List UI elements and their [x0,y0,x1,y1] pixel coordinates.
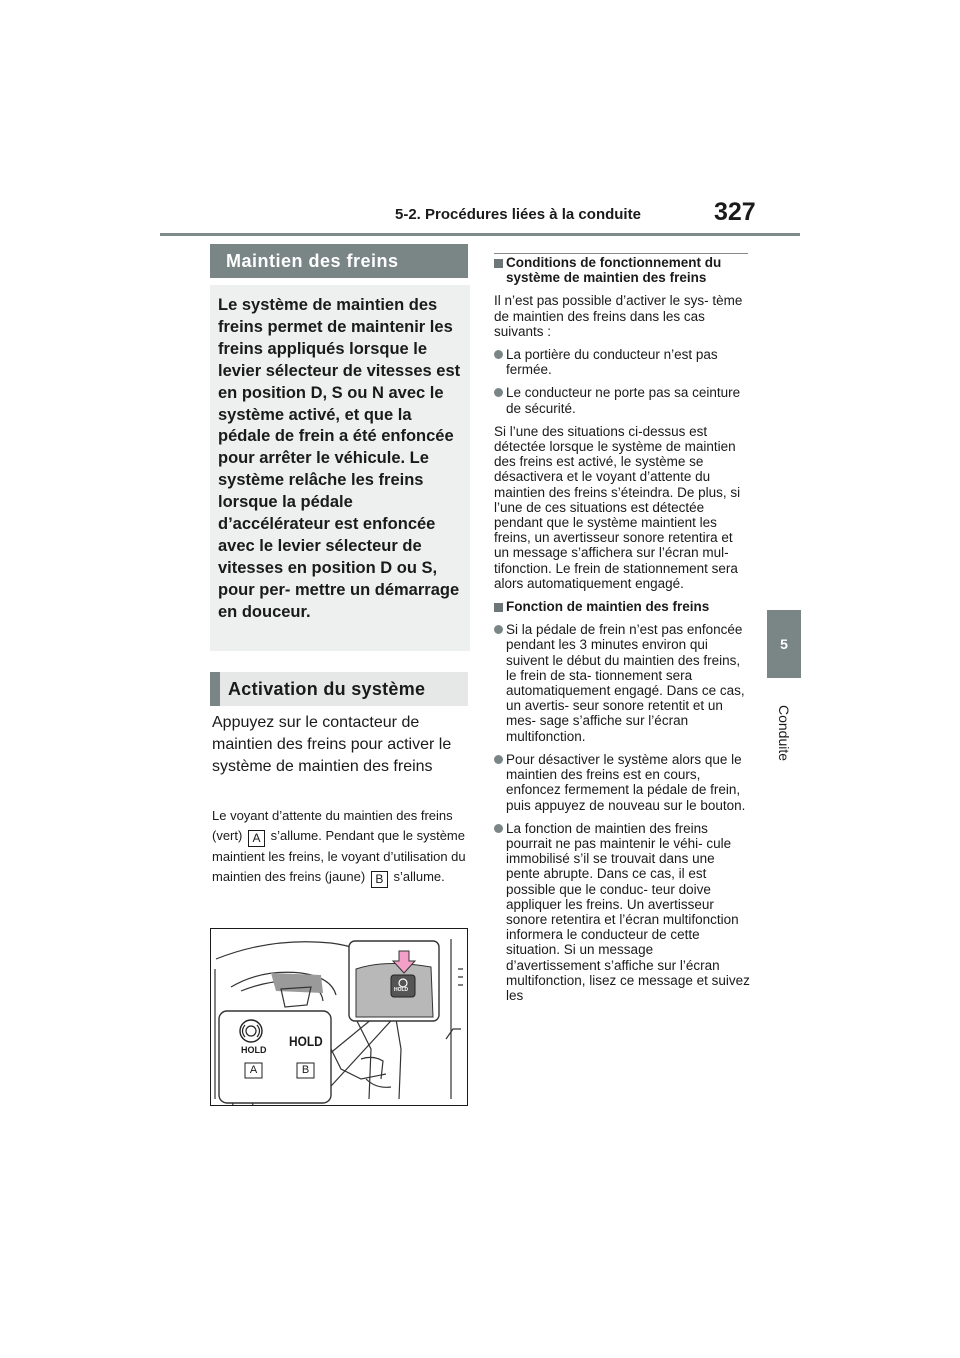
condition-bullet: Le conducteur ne porte pas sa ceinture de sécurité. [494,385,750,415]
callout-badge-a: A [248,830,265,847]
indicator-a-label: HOLD [241,1045,267,1055]
function-bullet: Si la pédale de frein n’est pas enfoncée pendant les 3 minutes environ qui suivent le début du maintien des freins, le frein de sta- tionnement sera automatiquement engagé. Dans ce cas, un avertis- seur sonore retentit et un mes- sage s’affiche sur l’écran multifonction. [494,622,750,744]
conditions-intro: Il n’est pas possible d’activer le sys- tème de maintien des freins dans les cas suivants : [494,293,743,339]
section-heading-text: Maintien des freins [226,250,399,271]
conditions-after: Si l’une des situations ci-dessus est détectée lorsque le système de maintien des freins est activé, le système se désactivera et le voyant d’attente du maintien des freins s’éteindra. De plus, si l’une de ces situations est détectée pendant que le système maintient les freins, un avertisseur sonore retentira et un message s’affichera sur l’écran mul- tifonction. Le frein de stationnement sera alors automatiquement engagé. [494,423,741,591]
note-text-1: Le voyant d’attente du maintien des freins (vert) [212,808,453,843]
chapter-tab-label-text: Conduite [776,704,793,762]
heading-conditions: Conditions de fonctionnement du système de maintien des freins [494,255,750,285]
activation-instruction: Appuyez sur le contacteur de maintien des freins pour activer le système de maintien des freins [212,714,452,775]
note-text-3: s’allume. [393,869,445,884]
callout-badge-b: B [371,871,388,888]
intro-text: Le système de maintien des freins permet de maintenir les freins appliqués lorsque le levier sélecteur de vitesses est en position D, S ou N avec le système activé, et que la pédale de frein a été enfoncée pour arrêter le véhicule. Le système relâche les freins lorsque la pédale d’accélérateur est enfoncée avec le levier sélecteur de vitesses en position D ou S, pour per- mettre un démarrage en douceur. [218,296,461,621]
dashboard-drawing [211,929,468,1106]
heading-function: Fonction de maintien des freins [494,599,750,614]
activation-note [212,806,468,888]
note-text-2: s’allume. Pendant que le système maintient les freins, le voyant d’utilisation du maintien des freins (jaune) [212,828,466,884]
indicator-b-label: HOLD [289,1033,323,1049]
section-heading-text: Activation du système [228,678,426,699]
button-label: HOLD [394,987,409,993]
page-number: 327 [714,198,756,226]
section-heading-brake-hold [210,244,468,278]
header-rule [160,233,800,236]
chapter-tab-number: 5 [767,610,801,678]
chapter-tab-label [767,678,801,788]
condition-bullet: La portière du conducteur n’est pas fermée. [494,347,750,377]
function-bullet: Pour désactiver le système alors que le maintien des freins est en cours, enfoncez fermement la pédale de frein, puis appuyez de nouveau sur le bouton. [494,752,750,813]
figure-callout-a: A [249,1064,258,1076]
dashboard-illustration [210,928,468,1106]
section-heading-activation [210,672,468,706]
intro-box [210,285,470,651]
right-column [494,255,750,1011]
running-header-title: 5-2. Procédures liées à la conduite [395,206,641,223]
right-column-rule [494,253,748,254]
figure-callout-b: B [301,1064,310,1076]
function-bullet: La fonction de maintien des freins pourrait ne pas maintenir le véhi- cule immobilisé s’il se trouvait dans une pente abrupte. Dans ce cas, il est possible que le conduc- teur doive appliquer les freins. Un avertisseur sonore retentira et l’écran multifonction informera le conducteur de cette situation. Si un message d’avertissement s’affiche sur l’écran multifonction, lisez ce message et suivez les [494,821,750,1003]
